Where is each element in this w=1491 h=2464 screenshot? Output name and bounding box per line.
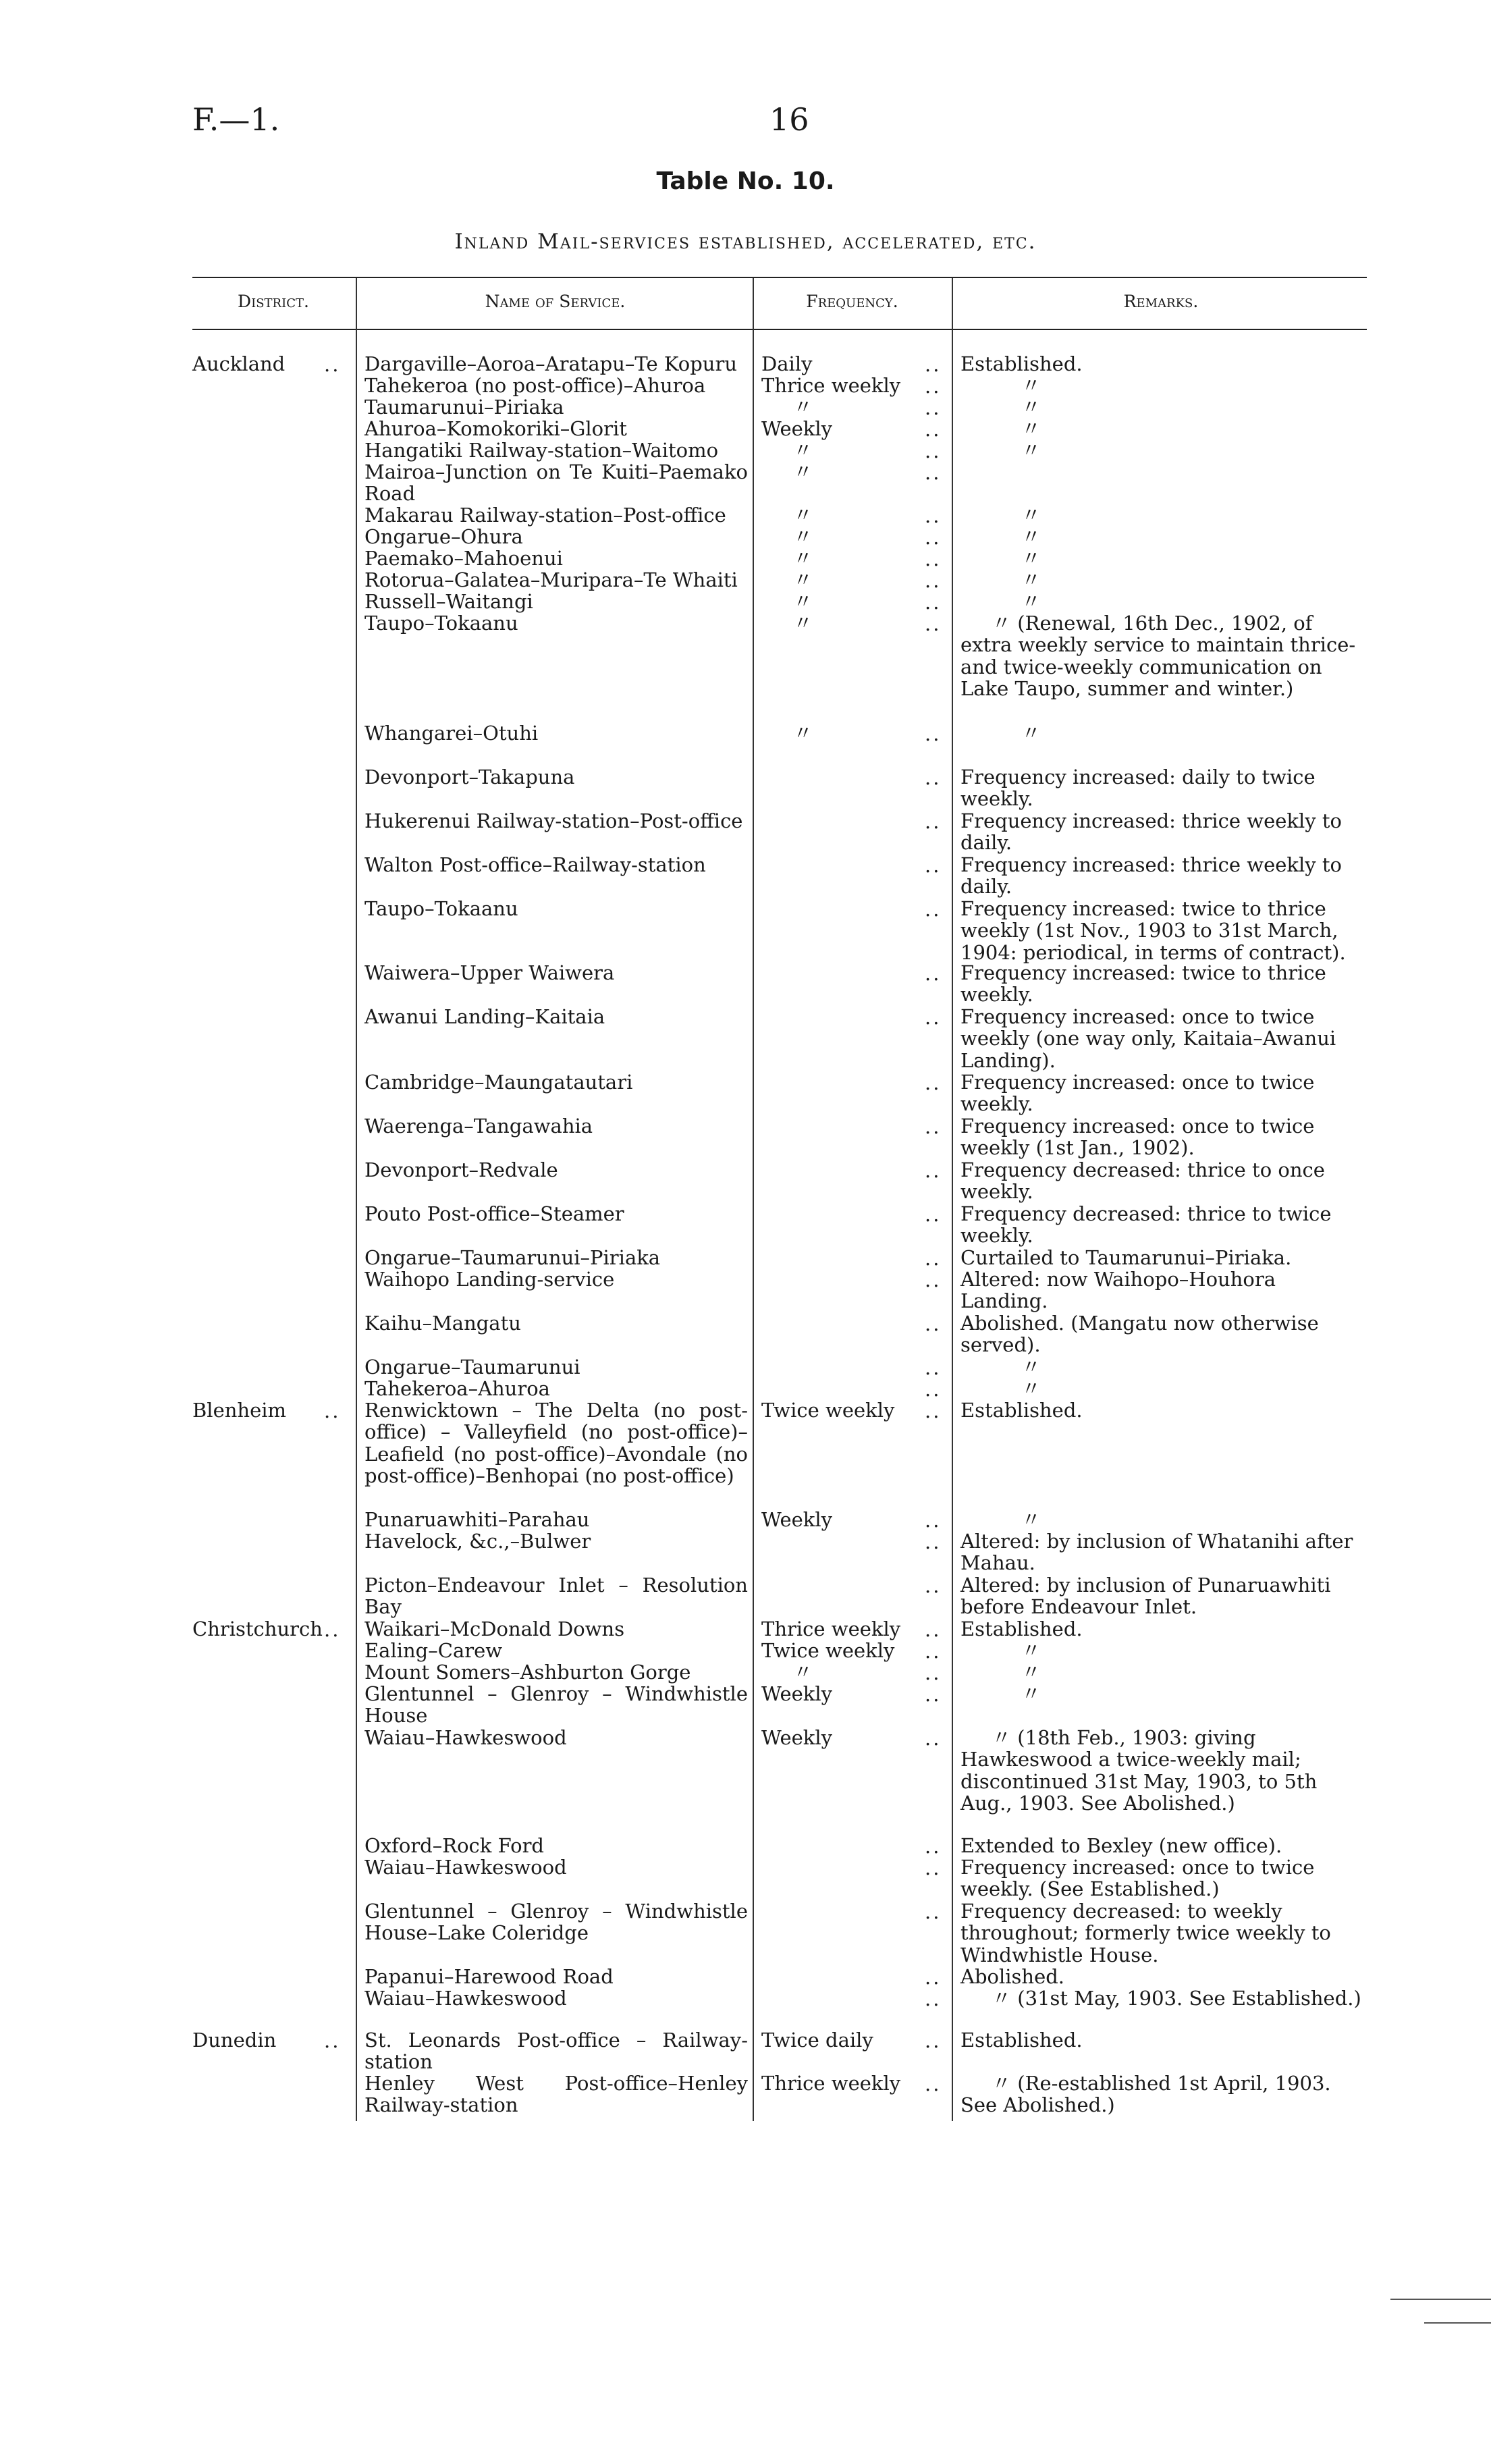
column-header-remarks: Remarks. xyxy=(1123,292,1199,311)
leader-dots: .. xyxy=(925,1247,942,1270)
service-name-cell: Hukerenui Railway-station–Post-office xyxy=(364,809,743,832)
service-name-cell: Henley West Post-office–Henley Railway-station xyxy=(364,2072,748,2117)
leader-dots: .. xyxy=(925,569,942,592)
leader-dots: .. xyxy=(925,591,942,614)
leader-dots: .. xyxy=(925,1856,942,1879)
leader-dots: .. xyxy=(925,1356,942,1379)
leader-dots: .. xyxy=(925,547,942,570)
leader-dots: .. xyxy=(925,1378,942,1401)
frequency-cell: Thrice weekly xyxy=(761,374,901,397)
remarks-cell: Abolished. (Mangatu now otherwise served). xyxy=(960,1312,1319,1357)
frequency-cell: 〃 xyxy=(793,460,813,483)
remarks-cell: 〃 xyxy=(1021,1508,1041,1531)
remarks-cell: 〃 xyxy=(1021,1682,1041,1705)
leader-dots: .. xyxy=(925,418,942,441)
service-name-cell: Makarau Railway-station–Post-office xyxy=(364,504,726,527)
leader-dots: .. xyxy=(925,898,942,921)
leader-dots: .. xyxy=(925,1203,942,1226)
service-name-cell: Taupo–Tokaanu xyxy=(364,897,518,920)
service-name-cell: Glentunnel – Glenroy – Windwhistle House–Lake Coleridge xyxy=(364,1900,748,1945)
frequency-cell: Weekly xyxy=(761,417,832,440)
service-name-cell: Havelock, &c.,–Bulwer xyxy=(364,1530,591,1553)
frequency-cell: 〃 xyxy=(793,396,813,419)
district-cell: Christchurch xyxy=(192,1617,323,1640)
remarks-cell: Frequency increased: twice to thrice weekly. xyxy=(960,961,1326,1007)
frequency-cell: Twice daily xyxy=(761,2029,873,2052)
frequency-cell: 〃 xyxy=(793,525,813,548)
leader-dots: .. xyxy=(925,1006,942,1029)
frequency-cell: Thrice weekly xyxy=(761,2072,901,2095)
frequency-cell: 〃 xyxy=(793,547,813,570)
district-cell: Blenheim xyxy=(192,1399,287,1422)
service-name-cell: Mairoa–Junction on Te Kuiti–Paemako Road xyxy=(364,460,748,506)
frequency-cell: Twice weekly xyxy=(761,1399,895,1422)
remarks-cell: Frequency increased: once to twice weekly. xyxy=(960,1071,1315,1116)
remarks-cell: Established. xyxy=(960,2029,1083,2052)
leader-dots: .. xyxy=(925,810,942,833)
frequency-cell: Weekly xyxy=(761,1508,832,1531)
service-name-cell: Devonport–Takapuna xyxy=(364,766,575,788)
table-label: Table No. 10. xyxy=(656,167,835,195)
leader-dots: .. xyxy=(925,1727,942,1750)
leader-dots: .. xyxy=(925,439,942,462)
table-title: Inland Mail-services established, accelerated, etc. xyxy=(454,230,1037,254)
remarks-cell: Frequency decreased: thrice to once weekly. xyxy=(960,1158,1325,1204)
column-header-district: District. xyxy=(238,292,309,311)
frequency-cell: Weekly xyxy=(761,1682,832,1705)
leader-dots: .. xyxy=(324,1618,341,1641)
service-name-cell: Ongarue–Ohura xyxy=(364,525,523,548)
leader-dots: .. xyxy=(925,461,942,484)
frequency-cell: 〃 xyxy=(793,504,813,527)
leader-dots: .. xyxy=(324,2029,341,2052)
service-name-cell: Ongarue–Taumarunui–Piriaka xyxy=(364,1246,661,1269)
page-code: F.—1. xyxy=(192,101,280,138)
service-name-cell: Waiau–Hawkeswood xyxy=(364,1856,567,1879)
frequency-cell: 〃 xyxy=(793,1661,813,1684)
service-name-cell: Pouto Post-office–Steamer xyxy=(364,1202,624,1225)
remarks-cell: Curtailed to Taumarunui–Piriaka. xyxy=(960,1246,1292,1269)
frequency-cell: 〃 xyxy=(793,568,813,591)
remarks-cell: 〃 xyxy=(1021,396,1041,419)
service-name-cell: Ahuroa–Komokoriki–Glorit xyxy=(364,417,627,440)
leader-dots: .. xyxy=(925,1987,942,2010)
leader-dots: .. xyxy=(925,722,942,745)
service-name-cell: Devonport–Redvale xyxy=(364,1158,558,1181)
service-name-cell: Taupo–Tokaanu xyxy=(364,612,518,635)
remarks-cell: 〃 xyxy=(1021,1377,1041,1400)
service-name-cell: Oxford–Rock Ford xyxy=(364,1834,544,1857)
leader-dots: .. xyxy=(925,1399,942,1422)
service-name-cell: Paemako–Mahoenui xyxy=(364,547,563,570)
remarks-cell: Frequency decreased: to weekly throughout; formerly twice weekly to Windwhistle House. xyxy=(960,1900,1331,1966)
leader-dots: .. xyxy=(324,353,341,376)
leader-dots: .. xyxy=(925,1683,942,1706)
leader-dots: .. xyxy=(925,396,942,419)
remarks-cell: 〃 xyxy=(1021,374,1041,397)
leader-dots: .. xyxy=(925,375,942,398)
remarks-cell: Extended to Bexley (new office). xyxy=(960,1834,1282,1857)
remarks-cell: Established. xyxy=(960,352,1083,375)
leader-dots: .. xyxy=(925,1661,942,1684)
remarks-cell: Abolished. xyxy=(960,1965,1065,1988)
service-name-cell: St. Leonards Post-office – Railway-station xyxy=(364,2029,748,2074)
leader-dots: .. xyxy=(925,1530,942,1553)
frequency-cell: Twice weekly xyxy=(761,1639,895,1662)
service-name-cell: Awanui Landing–Kaitaia xyxy=(364,1005,605,1028)
frequency-cell: Weekly xyxy=(761,1726,832,1749)
remarks-cell: 〃 xyxy=(1021,1639,1041,1662)
leader-dots: .. xyxy=(925,1312,942,1335)
leader-dots: .. xyxy=(925,1509,942,1532)
leader-dots: .. xyxy=(925,612,942,635)
remarks-cell: 〃 (31st May, 1903. See Established.) xyxy=(960,1987,1361,2010)
service-name-cell: Punaruawhiti–Parahau xyxy=(364,1508,590,1531)
remarks-cell: Altered: now Waihopo–Houhora Landing. xyxy=(960,1268,1276,1313)
remarks-cell: 〃 xyxy=(1021,525,1041,548)
service-name-cell: Glentunnel – Glenroy – Windwhistle House xyxy=(364,1682,748,1728)
frequency-cell: Daily xyxy=(761,352,813,375)
leader-dots: .. xyxy=(324,1399,341,1422)
leader-dots: .. xyxy=(925,1835,942,1858)
district-cell: Dunedin xyxy=(192,2029,277,2052)
remarks-cell: 〃 xyxy=(1021,1356,1041,1378)
leader-dots: .. xyxy=(925,1966,942,1989)
frequency-cell: 〃 xyxy=(793,439,813,462)
remarks-cell: 〃 (Re-established 1st April, 1903. See Abolished.) xyxy=(960,2072,1331,2117)
remarks-cell: 〃 xyxy=(1021,504,1041,527)
remarks-cell: 〃 xyxy=(1021,568,1041,591)
service-name-cell: Renwicktown – The Delta (no post-office) – Valleyfield (no post-office)– Leafield (no post-office)–Avondale (no post-office)–Benhopai (no post-office) xyxy=(364,1399,748,1487)
service-name-cell: Cambridge–Maungatautari xyxy=(364,1071,633,1094)
remarks-cell: 〃 xyxy=(1021,1661,1041,1684)
margin-mark xyxy=(1390,2299,1491,2300)
leader-dots: .. xyxy=(925,2029,942,2052)
service-name-cell: Waikari–McDonald Downs xyxy=(364,1617,625,1640)
margin-mark-2 xyxy=(1424,2322,1491,2324)
page-number: 16 xyxy=(769,101,809,138)
service-name-cell: Tahekeroa (no post-office)–Ahuroa xyxy=(364,374,706,397)
leader-dots: .. xyxy=(925,1071,942,1094)
frequency-cell: Thrice weekly xyxy=(761,1617,901,1640)
remarks-cell: Frequency decreased: thrice to twice weekly. xyxy=(960,1202,1332,1248)
leader-dots: .. xyxy=(925,1115,942,1138)
service-name-cell: Waiwera–Upper Waiwera xyxy=(364,961,615,984)
remarks-cell: Frequency increased: once to twice weekly. (See Established.) xyxy=(960,1856,1315,1901)
leader-dots: .. xyxy=(925,1900,942,1923)
service-name-cell: Waiau–Hawkeswood xyxy=(364,1987,567,2010)
district-cell: Auckland xyxy=(192,352,286,375)
leader-dots: .. xyxy=(925,353,942,376)
leader-dots: .. xyxy=(925,766,942,789)
service-name-cell: Mount Somers–Ashburton Gorge xyxy=(364,1661,691,1684)
frequency-cell: 〃 xyxy=(793,590,813,613)
leader-dots: .. xyxy=(925,854,942,877)
remarks-cell: 〃 (Renewal, 16th Dec., 1902, of extra weekly service to maintain thrice- and twice-weekly communication on Lake Taupo, summer and winter.) xyxy=(960,612,1356,700)
remarks-cell: Established. xyxy=(960,1399,1083,1422)
service-name-cell: Waihopo Landing-service xyxy=(364,1268,615,1291)
service-name-cell: Hangatiki Railway-station–Waitomo xyxy=(364,439,719,462)
service-name-cell: Kaihu–Mangatu xyxy=(364,1312,521,1335)
service-name-cell: Dargaville–Aoroa–Aratapu–Te Kopuru xyxy=(364,352,738,375)
leader-dots: .. xyxy=(925,962,942,985)
remarks-cell: 〃 xyxy=(1021,590,1041,613)
remarks-cell: Established. xyxy=(960,1617,1083,1640)
leader-dots: .. xyxy=(925,1640,942,1663)
service-name-cell: Papanui–Harewood Road xyxy=(364,1965,614,1988)
remarks-cell: Frequency increased: once to twice weekly (1st Jan., 1902). xyxy=(960,1115,1315,1160)
service-name-cell: Walton Post-office–Railway-station xyxy=(364,853,706,876)
service-name-cell: Taumarunui–Piriaka xyxy=(364,396,564,419)
remarks-cell: 〃 xyxy=(1021,547,1041,570)
remarks-cell: 〃 xyxy=(1021,439,1041,462)
remarks-cell: Altered: by inclusion of Whatanihi after Mahau. xyxy=(960,1530,1353,1575)
remarks-cell: 〃 xyxy=(1021,722,1041,745)
service-name-cell: Rotorua–Galatea–Muripara–Te Whaiti xyxy=(364,568,738,591)
column-header-frequency: Frequency. xyxy=(806,292,898,311)
frequency-cell: 〃 xyxy=(793,612,813,635)
leader-dots: .. xyxy=(925,1268,942,1291)
remarks-cell: 〃 xyxy=(1021,417,1041,440)
frequency-cell: 〃 xyxy=(793,722,813,745)
column-header-name: Name of Service. xyxy=(485,292,626,311)
service-name-cell: Whangarei–Otuhi xyxy=(364,722,539,745)
remarks-cell: Frequency increased: once to twice weekly (one way only, Kaitaia–Awanui Landing). xyxy=(960,1005,1336,1072)
service-name-cell: Waerenga–Tangawahia xyxy=(364,1115,593,1137)
remarks-cell: Frequency increased: thrice weekly to daily. xyxy=(960,809,1342,855)
leader-dots: .. xyxy=(925,526,942,549)
remarks-cell: Frequency increased: twice to thrice weekly (1st Nov., 1903 to 31st March, 1904: periodical, in terms of contract). xyxy=(960,897,1346,964)
remarks-cell: Frequency increased: daily to twice weekly. xyxy=(960,766,1316,811)
leader-dots: .. xyxy=(925,1618,942,1641)
remarks-cell: Altered: by inclusion of Punaruawhiti before Endeavour Inlet. xyxy=(960,1574,1331,1619)
service-name-cell: Ealing–Carew xyxy=(364,1639,503,1662)
remarks-cell: 〃 (18th Feb., 1903: giving Hawkeswood a twice-weekly mail; discontinued 31st May, 1903, to 5th Aug., 1903. See Abolished.) xyxy=(960,1726,1318,1815)
leader-dots: .. xyxy=(925,504,942,527)
service-name-cell: Ongarue–Taumarunui xyxy=(364,1356,580,1378)
service-name-cell: Russell–Waitangi xyxy=(364,590,533,613)
service-name-cell: Tahekeroa–Ahuroa xyxy=(364,1377,550,1400)
service-name-cell: Picton–Endeavour Inlet – Resolution Bay xyxy=(364,1574,748,1619)
leader-dots: .. xyxy=(925,1159,942,1182)
leader-dots: .. xyxy=(925,2072,942,2095)
leader-dots: .. xyxy=(925,1574,942,1597)
remarks-cell: Frequency increased: thrice weekly to daily. xyxy=(960,853,1342,899)
service-name-cell: Waiau–Hawkeswood xyxy=(364,1726,567,1749)
